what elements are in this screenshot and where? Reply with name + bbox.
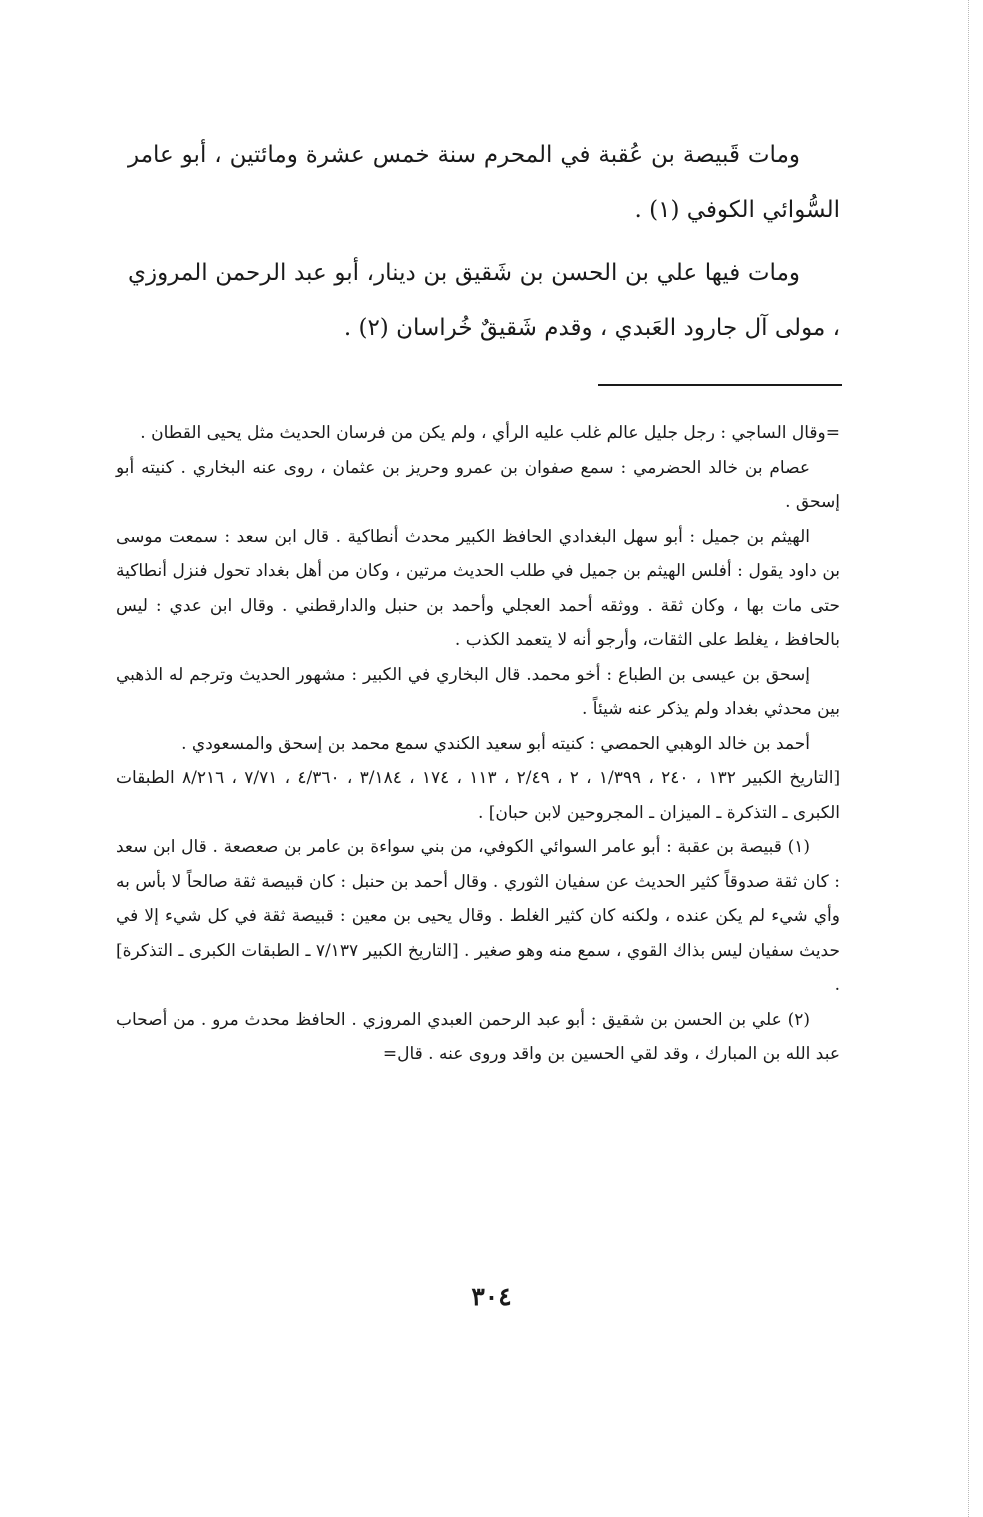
- footnote-paragraph: عصام بن خالد الحضرمي : سمع صفوان بن عمرو وحريز بن عثمان ، روى عنه البخاري . كنيته أبو إسحق .: [116, 457, 840, 512]
- footnotes: [116, 416, 840, 1072]
- page-number: ٣٠٤: [471, 1282, 512, 1311]
- main-paragraph: ومات قَبيصة بن عُقبة في المحرم سنة خمس عشرة ومائتين ، أبو عامر السُّوائي الكوفي (١) .: [128, 142, 840, 223]
- footnote-note-1: (١) قبيصة بن عقبة : أبو عامر السوائي الكوفي، من بني سواءة بن عامر بن صعصعة . قال ابن سعد : كان ثقة صدوقاً كثير الحديث عن سفيان الثوري . وقال أحمد بن حنبل : كان قبيصة ثقة صالحاً لا بأس به وأي شيء لم يكن عنده ، ولكنه كان كثير الغلط . وقال يحيى بن معين : قبيصة ثقة في كل شيء إلا في حديث سفيان ليس بذاك القوي ، سمع منه وهو صغير . [التاريخ الكبير ٧/١٣٧ ـ الطبقات الكبرى ـ التذكرة] .: [116, 837, 840, 995]
- footnote-paragraph: =وقال الساجي : رجل جليل عالم غلب عليه الرأي ، ولم يكن من فرسان الحديث مثل يحيى القطان .: [140, 423, 840, 443]
- footnote-paragraph: الهيثم بن جميل : أبو سهل البغدادي الحافظ الكبير محدث أنطاكية . قال ابن سعد : سمعت موسى بن داود يقول : أفلس الهيثم بن جميل في طلب الحديث مرتين ، وكان من أهل بغداد تحول فنزل أنطاكية حتى مات بها ، وكان ثقة . ووثقه أحمد العجلي وأحمد بن حنبل والدارقطني . وقال ابن عدي : ليس بالحافظ ، يغلط على الثقات، وأرجو أنه لا يتعمد الكذب .: [116, 526, 840, 650]
- footnote-paragraph: أحمد بن خالد الوهبي الحمصي : كنيته أبو سعيد الكندي سمع محمد بن إسحق والمسعودي .: [181, 733, 810, 754]
- main-paragraph: ومات فيها علي بن الحسن بن شَقيق بن دينار، أبو عبد الرحمن المروزي ، مولى آل جارود العَبدي ، وقدم شَقيقٌ خُراسان (٢) .: [128, 260, 840, 341]
- footnote-separator: [598, 384, 842, 386]
- footnote-paragraph: إسحق بن عيسى بن الطباع : أخو محمد. قال البخاري في الكبير : مشهور الحديث وترجم له الذهبي بين محدثي بغداد ولم يذكر عنه شيئاً .: [116, 664, 840, 719]
- main-text: [128, 128, 840, 356]
- footnote-references: [التاريخ الكبير ١٣٢ ، ٢٤٠ ، ١/٣٩٩ ، ٢ ، ٢/٤٩ ، ١١٣ ، ١٧٤ ، ٣/١٨٤ ، ٤/٣٦٠ ، ٧/٧١ ، ٨/٢١٦ الطبقات الكبرى ـ التذكرة ـ الميزان ـ المجروحين لابن حبان] .: [116, 768, 841, 823]
- footnote-note-2: (٢) علي بن الحسن بن شقيق : أبو عبد الرحمن العبدي المروزي . الحافظ محدث مرو . من أصحاب عبد الله بن المبارك ، وقد لقي الحسين بن واقد وروى عنه . قال=: [116, 1009, 840, 1064]
